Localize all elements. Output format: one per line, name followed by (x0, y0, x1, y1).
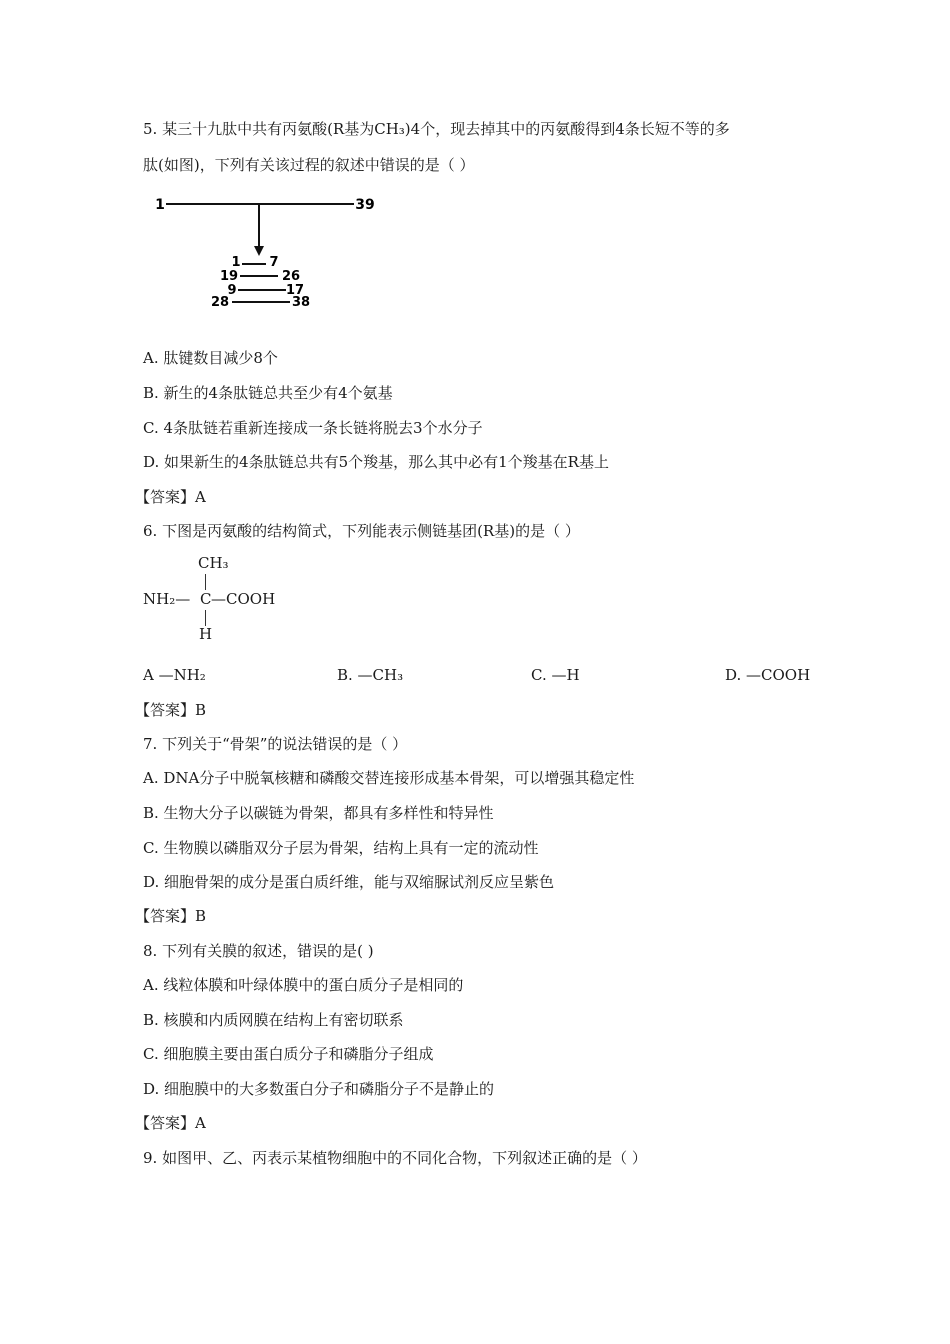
q7-option-b: B. 生物大分子以碳链为骨架，都具有多样性和特异性 (143, 804, 494, 822)
q6-option-c: C. —H (531, 666, 580, 684)
q8-option-c: C. 细胞膜主要由蛋白质分子和磷脂分子组成 (143, 1045, 434, 1063)
q7-option-a: A. DNA分子中脱氧核糖和磷酸交替连接形成基本骨架，可以增强其稳定性 (143, 769, 635, 787)
q7-answer: 【答案】B (135, 907, 207, 925)
q9-stem: 9. 如图甲、乙、丙表示某植物细胞中的不同化合物，下列叙述正确的是（ ） (143, 1149, 647, 1167)
frag3-start: 9 (227, 283, 237, 298)
q5-stem-line2: 肽(如图)，下列有关该过程的叙述中错误的是（ ） (143, 156, 475, 174)
q6-option-d: D. —COOH (725, 666, 811, 684)
q7-stem: 7. 下列关于“骨架”的说法错误的是（ ） (143, 735, 408, 753)
q7-option-d: D. 细胞骨架的成分是蛋白质纤维，能与双缩脲试剂反应呈紫色 (143, 873, 555, 891)
formula-top-group: CH₃ (198, 554, 229, 572)
frag3-end: 17 (285, 283, 305, 298)
frag1-end: 7 (269, 255, 279, 270)
q8-option-b: B. 核膜和内质网膜在结构上有密切联系 (143, 1011, 404, 1029)
frag4-start: 28 (210, 295, 230, 310)
formula-right-group: —COOH (211, 590, 276, 608)
alanine-structural-formula (143, 548, 303, 648)
formula-left-group: NH₂— (143, 590, 191, 608)
q6-answer: 【答案】B (135, 701, 207, 719)
frag2-end: 26 (281, 269, 301, 284)
q8-option-a: A. 线粒体膜和叶绿体膜中的蛋白质分子是相同的 (143, 976, 464, 994)
frag2-start: 19 (219, 269, 239, 284)
formula-center-carbon: C (200, 590, 212, 608)
q8-option-d: D. 细胞膜中的大多数蛋白分子和磷脂分子不是静止的 (143, 1080, 495, 1098)
diagram-top-start: 1 (155, 197, 165, 213)
q5-answer: 【答案】A (135, 488, 206, 506)
frag4-end: 38 (291, 295, 311, 310)
q8-answer: 【答案】A (135, 1114, 206, 1132)
q5-option-d: D. 如果新生的4条肽链总共有5个羧基，那么其中必有1个羧基在R基上 (143, 453, 609, 471)
formula-bottom-group: H (199, 625, 213, 643)
q6-option-b: B. —CH₃ (337, 666, 404, 684)
frag1-start: 1 (231, 255, 241, 270)
q6-option-a: A —NH₂ (143, 666, 206, 684)
formula-bottom-bond (205, 610, 206, 626)
q5-option-a: A. 肽键数目减少8个 (143, 349, 278, 367)
q5-option-c: C. 4条肽链若重新连接成一条长链将脱去3个水分子 (143, 419, 483, 437)
peptide-cleavage-diagram (150, 190, 390, 315)
q6-stem: 6. 下图是丙氨酸的结构简式，下列能表示侧链基团(R基)的是（ ） (143, 522, 580, 540)
q7-option-c: C. 生物膜以磷脂双分子层为骨架，结构上具有一定的流动性 (143, 839, 539, 857)
formula-top-bond (205, 574, 206, 590)
q5-stem-line1: 5. 某三十九肽中共有丙氨酸(R基为CH₃)4个，现去掉其中的丙氨酸得到4条长短不等的多 (143, 120, 730, 138)
q5-option-b: B. 新生的4条肽链总共至少有4个氨基 (143, 384, 393, 402)
q8-stem: 8. 下列有关膜的叙述，错误的是( ) (143, 942, 374, 960)
diagram-top-end: 39 (355, 197, 375, 213)
